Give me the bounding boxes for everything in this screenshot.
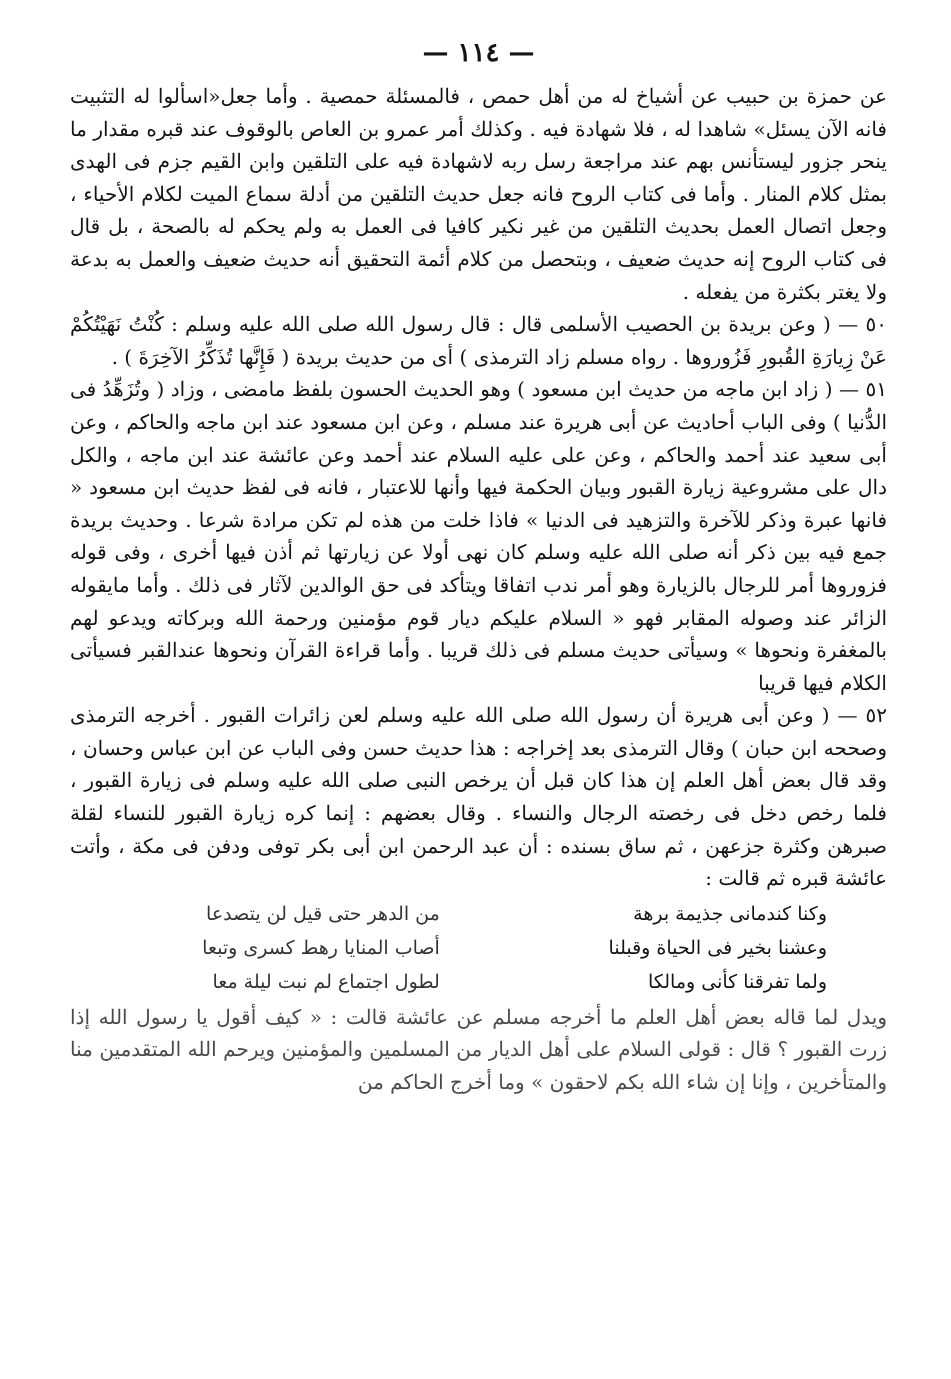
verse-second-hemistich: لطول اجتماع لم نبت ليلة معا [212, 970, 440, 993]
paragraph-hadith-51: ٥١ — ( زاد ابن ماجه من حديث ابن مسعود ) وهو الحديث الحسون بلفظ مامضى ، وزاد ( وتُزَهِّدُ فى الدُّنيا ) وفى الباب أحاديث عن أبى هريرة عند مسلم ، وعن ابن مسعود عند ابن ماجه والحاكم ، وعن أبى سعيد عند أحمد والحاكم ، وعن على عليه السلام عند أحمد وعن عائشة عند ابن ماجه ، والكل دال على مشروعية زيارة القبور وبيان الحكمة فيها وأنها للاعتبار ، فانه فى لفظ حديث ابن مسعود « فانها عبرة وذكر للآخرة والتزهيد فى الدنيا » فاذا خلت من هذه لم تكن مرادة شرعا . وحديث بريدة جمع فيه بين ذكر أنه صلى الله عليه وسلم كان نهى أولا عن زيارتها ثم أذن فيها أخرى ، وفى قوله فزوروها أمر للرجال بالزيارة وهو أمر ندب اتفاقا ويتأكد فى حق الوالدين لآثار فى ذلك . وأما مايقوله الزائر عند وصوله المقابر فهو « السلام عليكم ديار قوم مؤمنين ورحمة الله وبركاته ويدعو لهم بالمغفرة ونحوها » وسيأتى حديث مسلم فى ذلك قريبا . وأما قراءة القرآن ونحوها عندالقبر فسيأتى الكلام فيها قريبا [70, 377, 887, 695]
verse-second-hemistich: من الدهر حتى قيل لن يتصدعا [206, 902, 440, 925]
page-number: — ١١٤ — [422, 38, 535, 68]
paragraph-hadith-50: ٥٠ — ( وعن بريدة بن الحصيب الأسلمى قال : قال رسول الله صلى الله عليه وسلم : كُنْتُ نَهَيْتُكُمْ عَنْ زِيارَةِ القُبورِ فَزُوروها . رواه مسلم زاد الترمذى ) أى من حديث بريدة ( فَإِنَّها تُذَكِّرُ الآخِرَةَ ) . [70, 312, 887, 369]
verse-first-hemistich: وكنا كندمانى جذيمة برهة [633, 902, 827, 925]
verse-second-hemistich: أصاب المنايا رهط كسرى وتبعا [202, 936, 440, 959]
poem [110, 897, 827, 999]
paragraph-hadith-52: ٥٢ — ( وعن أبى هريرة أن رسول الله صلى الله عليه وسلم لعن زائرات القبور . أخرجه الترمذى وصححه ابن حبان ) وقال الترمذى بعد إخراجه : هذا حديث حسن وفى الباب عن ابن عباس وحسان ، وقد قال بعض أهل العلم إن هذا كان قبل أن يرخص النبى صلى الله عليه وسلم فى زيارة القبور ، فلما رخص دخل فى رخصته الرجال والنساء . وقال بعضهم : إنما كره زيارة القبور للنساء لقلة صبرهن وكثرة جزعهن ، ثم ساق بسنده : أن عبد الرحمن ابن أبى بكر توفى ودفن فى مكة ، وأتت عائشة قبره ثم قالت : [70, 703, 887, 891]
poem-verse [110, 897, 827, 931]
body-text [70, 80, 887, 1099]
paragraph-hamza: عن حمزة بن حبيب عن أشياخ له من أهل حمص ، فالمسئلة حمصية . وأما جعل«اسألوا له التثبيت فانه الآن يسئل» شاهدا له ، فلا شهادة فيه . وكذلك أمر عمرو بن العاص بالوقوف عند قبره مقدار ما ينحر جزور ليستأنس بهم عند مراجعة رسل ربه لاشهادة فيه على التلقين وابن القيم جزم فى الهدى بمثل كلام المنار . وأما فى كتاب الروح فانه جعل حديث التلقين من أدلة سماع الميت لكلام الأحياء ، وجعل اتصال العمل بحديث التلقين من غير نكير كافيا فى العمل به ولم يحكم له بالصحة ، بل قال فى كتاب الروح إنه حديث ضعيف ، وبتحصل من كلام أئمة التحقيق أنه حديث ضعيف والعمل به بدعة ولا يغتر بكثرة من يفعله . [70, 84, 887, 304]
verse-first-hemistich: وعشنا بخير فى الحياة وقبلنا [608, 936, 827, 959]
verse-first-hemistich: ولما تفرقنا كأنى ومالكا [647, 970, 827, 993]
paragraph-closing: ويدل لما قاله بعض أهل العلم ما أخرجه مسلم عن عائشة قالت : « كيف أقول يا رسول الله إذا زرت القبور ؟ قال : قولى السلام على أهل الديار من المسلمين والمؤمنين ويرحم الله المتقدمين منا والمتأخرين ، وإنا إن شاء الله بكم لاحقون » وما أخرج الحاكم من [70, 1004, 887, 1095]
poem-verse [110, 965, 827, 999]
poem-verse [110, 931, 827, 965]
